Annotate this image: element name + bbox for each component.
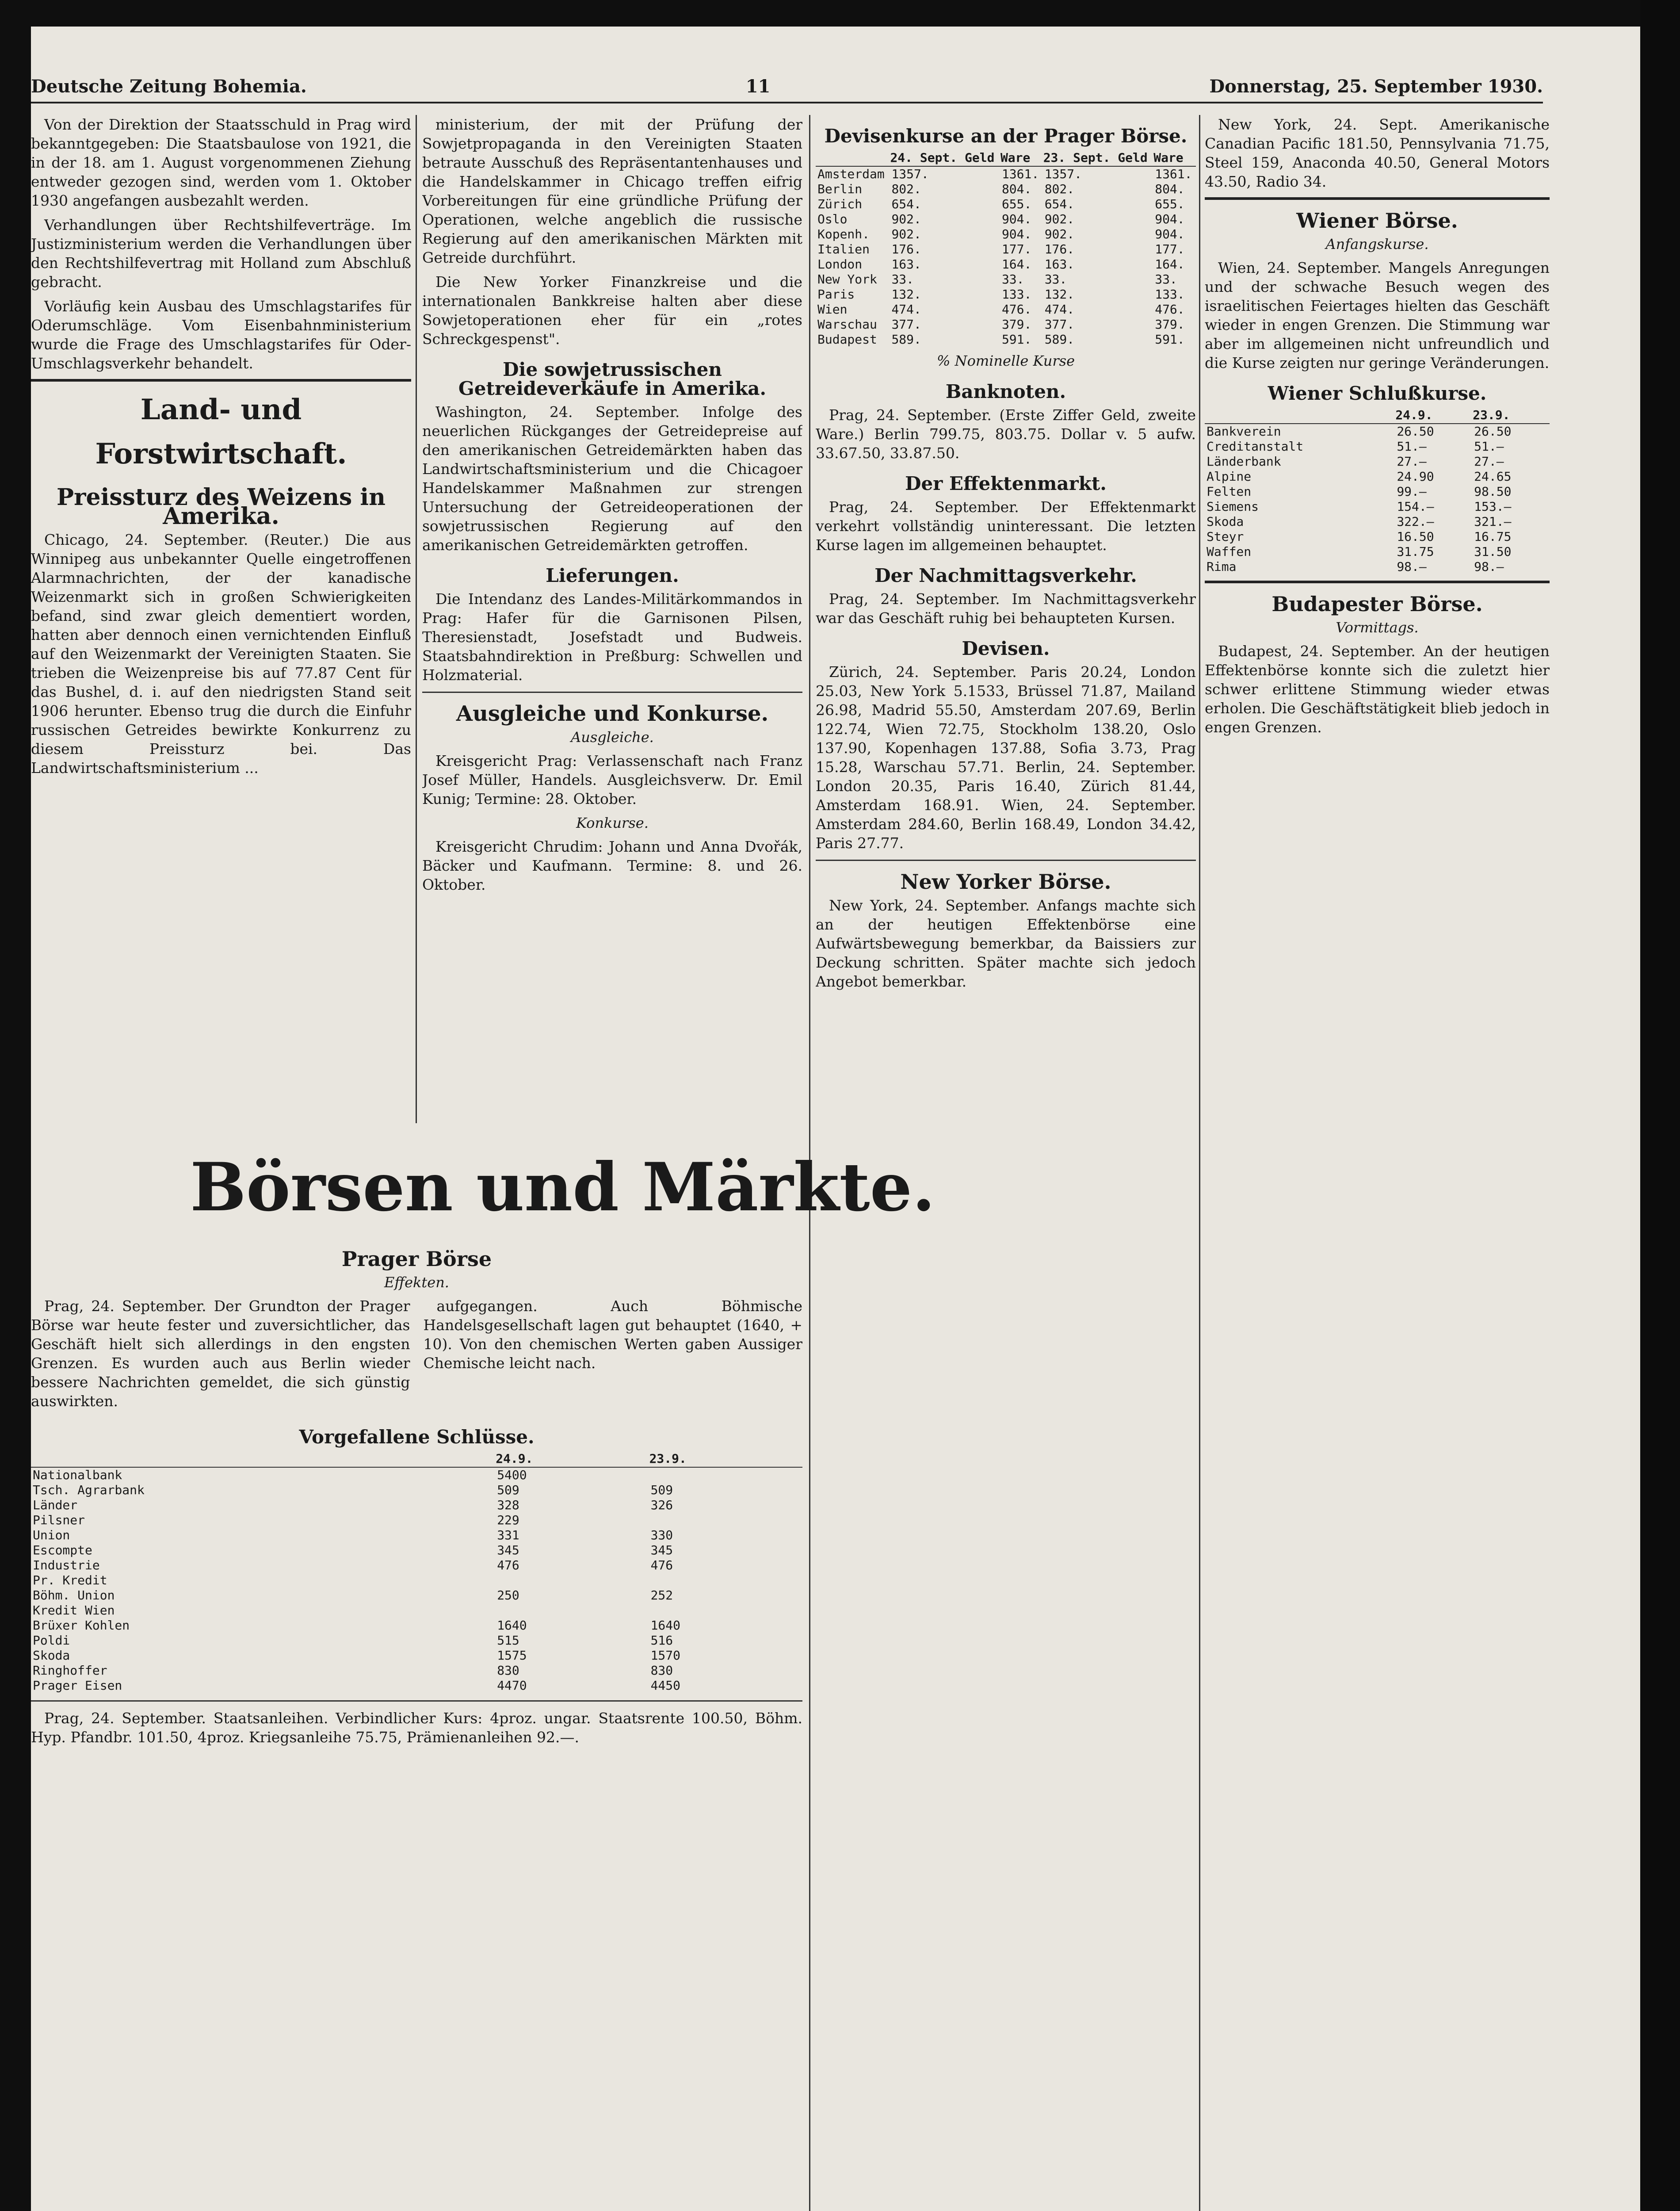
column-4 [1205, 115, 1550, 2211]
table-cell: Alpine [1207, 469, 1252, 484]
table-row [31, 1483, 802, 1498]
subheading: Vormittags. [1336, 619, 1419, 636]
table-cell: 51.— [1474, 439, 1504, 454]
table-cell: Länderbank [1207, 454, 1281, 469]
table-cell: Industrie [33, 1558, 100, 1572]
table-cell: 27.— [1397, 454, 1427, 469]
headline: Die sowjetrussischen Getreideverkäufe in Amerika. [458, 359, 767, 399]
table-cell [649, 1573, 802, 1588]
table-cell: Böhm. Union [33, 1588, 115, 1603]
table-cell: 379. [1155, 317, 1185, 332]
table-cell: 345 [650, 1543, 673, 1557]
table-cell: 164. [1155, 257, 1185, 272]
section-title: Land- und Forstwirtschaft. [95, 393, 347, 471]
table-cell: 252 [650, 1588, 673, 1603]
headline: Preissturz des Weizens in Amerika. [57, 484, 386, 530]
notice: Verhandlungen über Rechtshilfeverträge. Im Justizministerium werden die Verhandlungen über den Rechtshilfevertrag mit Holland zum Abschluß gebracht. [31, 216, 411, 291]
table-cell: 1640 [650, 1618, 681, 1633]
table-row [31, 1528, 802, 1543]
table-cell: Escompte [33, 1543, 92, 1557]
scan-border [1640, 0, 1680, 2211]
table-row [1205, 469, 1550, 484]
article-text: Kreisgericht Chrudim: Johann und Anna Dvořák, Bäcker und Kaufmann. Termine: 8. und 26. Oktober. [422, 838, 802, 893]
table-cell: 516 [650, 1633, 673, 1648]
table-cell: Kopenh. [817, 227, 870, 241]
table-cell: 802. [1044, 182, 1075, 196]
subheading: Lieferungen. [546, 565, 679, 586]
table-row [31, 1603, 802, 1618]
table-row [1205, 514, 1550, 529]
table-cell: 321.— [1474, 514, 1512, 529]
table-row [31, 1588, 802, 1603]
table-title: Vorgefallene Schlüsse. [299, 1426, 535, 1448]
article-text: Prag, 24. September. Staatsanleihen. Verbindlicher Kurs: 4proz. ungar. Staatsrente 100.50, Böhm. Hyp. Pfandbr. 101.50, 4proz. Kriegsanleihe 75.75, Prämienanleihen 92.—. [31, 1710, 802, 1746]
table-cell: Zürich [817, 197, 863, 211]
table-row [816, 272, 1196, 287]
article-text: Prag, 24. September. (Erste Ziffer Geld, zweite Ware.) Berlin 799.75, 803.75. Dollar v. 5 aufw. 33.67.50, 33.87.50. [816, 406, 1196, 462]
table-cell: 176. [891, 242, 921, 256]
table-row [31, 1618, 802, 1633]
headline: Devisenkurse an der Prager Börse. [824, 125, 1187, 147]
table-row [31, 1663, 802, 1678]
table-row [1205, 424, 1550, 439]
table-cell: Felten [1207, 484, 1252, 499]
table-cell: 476 [497, 1558, 519, 1572]
table-cell: Pilsner [33, 1513, 85, 1527]
article-text: Prag, 24. September. Der Effektenmarkt verkehrt vollständig uninteressant. Die letzten Kurse lagen im allgemeinen behauptet. [816, 498, 1196, 554]
table-row [816, 257, 1196, 272]
table-cell: 330 [650, 1528, 673, 1542]
table-cell: 902. [1044, 227, 1075, 241]
table-cell: Pr. Kredit [33, 1573, 107, 1587]
table-cell: 377. [891, 317, 921, 332]
column-3 [816, 115, 1196, 2211]
table-cell: Poldi [33, 1633, 70, 1648]
table-cell: 163. [1044, 257, 1075, 272]
column-1 [31, 115, 411, 1132]
table-cell [649, 1467, 802, 1483]
subheading: Konkurse. [576, 815, 649, 831]
table-cell: 16.50 [1397, 529, 1434, 544]
rule [816, 860, 1196, 861]
table-row [816, 212, 1196, 227]
table-cell: 654. [891, 197, 921, 211]
table-cell: 4470 [497, 1678, 527, 1693]
table-cell: Berlin [817, 182, 863, 196]
table-row [31, 1543, 802, 1558]
table-cell: Kredit Wien [33, 1603, 115, 1618]
table-cell: Warschau [817, 317, 877, 332]
article-text: Washington, 24. September. Infolge des neuerlichen Rückganges der Getreidepreise auf den amerikanischen Getreidemärkten haben das Landwirtschaftsministerium und die Chicagoer Handelskammer Maßnahmen zur strengen Untersuchung der Getreideoperationen der sowjetrussischen Regierung auf den amerikanischen Getreidemärkten getroffen. [422, 403, 802, 554]
table-cell: 1575 [497, 1648, 527, 1663]
table-cell: London [817, 257, 863, 272]
table-cell: Italien [817, 242, 870, 256]
table-cell: 474. [1044, 302, 1075, 317]
table-cell: Bankverein [1207, 424, 1281, 439]
table-row [1205, 559, 1550, 574]
table-cell: 655. [1001, 197, 1032, 211]
table-cell: Union [33, 1528, 70, 1542]
table-cell: 904. [1001, 212, 1032, 226]
table-cell [495, 1573, 649, 1588]
table-cell: 163. [891, 257, 921, 272]
table-row [1205, 544, 1550, 559]
table-row [816, 287, 1196, 302]
table-note: % Nominelle Kurse [936, 352, 1075, 369]
table-cell: 250 [497, 1588, 519, 1603]
subheading: Der Effektenmarkt. [905, 473, 1107, 494]
headline: Budapester Börse. [1271, 592, 1483, 616]
table-row [1205, 499, 1550, 514]
table-cell: 1640 [497, 1618, 527, 1633]
table-cell: 655. [1155, 197, 1185, 211]
table-cell: 31.75 [1397, 544, 1434, 559]
table-row [816, 197, 1196, 212]
article-text: ministerium, der mit der Prüfung der Sowjetpropaganda in den Vereinigten Staaten betraute Ausschuß des Repräsentantenhauses und die Handelskammer in Chicago treffen eifrig Vorbereitungen für eine gründliche Prüfung der Operationen, welche angeblich die russische Regierung auf den amerikanischen Märkten mit Getreide durchführt. [422, 116, 802, 266]
table-row [816, 317, 1196, 332]
table-cell: 99.— [1397, 484, 1427, 499]
table-cell: 474. [891, 302, 921, 317]
article-text: Prag, 24. September. Der Grundton der Prager Börse war heute fester und zuversichtlicher, das Geschäft hielt sich allerdings in den engsten Grenzen. Es wurden auch aus Berlin wieder bessere Nachrichten gemeldet, die sich günstig auswirkten. [31, 1297, 410, 1410]
table-cell: 328 [497, 1498, 519, 1512]
table-cell: Ringhoffer [33, 1663, 107, 1678]
table-cell: 476. [1155, 302, 1185, 317]
section-title-boersen: Börsen und Märkte. [190, 1148, 935, 1226]
notice: Vorläufig kein Ausbau des Umschlagstarifes für Oderumschläge. Vom Eisenbahnministerium wurde die Frage des Umschlagstarifes für Oder-Umschlagsverkehr behandelt. [31, 298, 411, 372]
subheading: Effekten. [384, 1274, 449, 1291]
table-cell: 26.50 [1397, 424, 1434, 439]
table-cell: 904. [1155, 227, 1185, 241]
table-cell [649, 1603, 802, 1618]
table-row [1205, 454, 1550, 469]
notice: Von der Direktion der Staatsschuld in Prag wird bekanntgegeben: Die Staatsbaulose von 1921, die in der 18. am 1. August vorgenommenen Ziehung entweder gezogen sind, werden vom 1. Oktober 1930 angefangen ausbezahlt werden. [31, 116, 411, 209]
headline: New Yorker Börse. [900, 870, 1111, 894]
rule [31, 1700, 802, 1702]
table-cell: 902. [1044, 212, 1075, 226]
table-cell: Budapest [817, 332, 877, 347]
table-cell: 345 [497, 1543, 519, 1557]
table-cell: 132. [1044, 287, 1075, 302]
article-text: Die Intendanz des Landes-Militärkommandos in Prag: Hafer für die Garnisonen Pilsen, Theresienstadt, Josefstadt und Budweis. Staatsbahndirektion in Preßburg: Schwellen und Holzmaterial. [422, 590, 802, 684]
table-cell: 902. [891, 212, 921, 226]
table-cell: 902. [891, 227, 921, 241]
article-text: Zürich, 24. September. Paris 20.24, London 25.03, New York 5.1533, Brüssel 71.87, Mailand 26.98, Madrid 55.50, Amsterdam 207.69, Berlin 122.74, Wien 72.75, Stockholm 138.20, Oslo 137.90, Kopenhagen 137.88, Sofia 3.73, Prag 15.28, Warschau 57.71. Berlin, 24. September. London 20.35, Paris 16.40, Zürich 81.44, Amsterdam 168.91. Wien, 24. September. Amsterdam 284.60, Berlin 168.49, London 34.42, Paris 27.77. [816, 663, 1196, 852]
table-cell: 16.75 [1474, 529, 1512, 544]
table-cell: New York [817, 272, 877, 287]
table-cell: 33. [891, 272, 914, 287]
table-cell: 24.65 [1474, 469, 1512, 484]
table-row [31, 1648, 802, 1663]
headline: Wiener Börse. [1296, 209, 1458, 233]
table-cell: 476. [1001, 302, 1032, 317]
table-cell: Siemens [1207, 499, 1259, 514]
table-cell: 98.50 [1474, 484, 1512, 499]
table-cell: 379. [1001, 317, 1032, 332]
table-cell: 377. [1044, 317, 1075, 332]
table-row [1205, 484, 1550, 499]
table-cell: 515 [497, 1633, 519, 1648]
rule [1205, 197, 1550, 200]
table-cell: 476 [650, 1558, 673, 1572]
table-row [816, 302, 1196, 317]
table-cell: 26.50 [1474, 424, 1512, 439]
table-row [31, 1498, 802, 1513]
table-cell: 1570 [650, 1648, 681, 1663]
table-cell: 654. [1044, 197, 1075, 211]
article-text: Prag, 24. September. Im Nachmittagsverkehr war das Geschäft ruhig bei behaupteten Kursen. [816, 590, 1196, 627]
table-cell: 27.— [1474, 454, 1504, 469]
masthead [31, 71, 1543, 103]
table-cell: Amsterdam [817, 167, 885, 181]
table-cell: 804. [1155, 182, 1185, 196]
table-row [816, 182, 1196, 197]
subheading: Anfangskurse. [1325, 236, 1429, 252]
table-cell: 589. [1044, 332, 1075, 347]
table-row [816, 227, 1196, 242]
table-cell: 229 [497, 1513, 519, 1527]
table-cell: 33. [1155, 272, 1177, 287]
table-cell: 98.— [1397, 559, 1427, 574]
column-2 [422, 115, 802, 1132]
table-cell: 802. [891, 182, 921, 196]
table-cell: 1361. [1155, 167, 1192, 181]
table-row [31, 1573, 802, 1588]
table-row [31, 1558, 802, 1573]
table-row [816, 166, 1196, 182]
table-cell: 331 [497, 1528, 519, 1542]
table-cell: 98.— [1474, 559, 1504, 574]
table-cell: Nationalbank [33, 1468, 122, 1482]
subheading: Ausgleiche. [571, 729, 654, 746]
table-cell: 904. [1001, 227, 1032, 241]
column-rule [1199, 115, 1200, 2211]
headline: Wiener Schlußkurse. [1268, 383, 1487, 404]
table-cell: 322.— [1397, 514, 1434, 529]
table-cell: 4450 [650, 1678, 681, 1693]
table-cell: Oslo [817, 212, 848, 226]
article-text: aufgegangen. Auch Böhmische Handelsgesellschaft lagen gut behauptet (1640, + 10). Von den chemischen Werten gaben Aussiger Chemische leicht nach. [423, 1297, 802, 1372]
devisen-table: 24. Sept. Geld Ware 23. Sept. Geld Ware Amsterdam 1357. 1361. 1357. 1361. Berlin 802. 804. 802. 804. Zürich 654. 655. 654. 655. Oslo 902. 904. 902. 904. Kopenh. 902. 904. 902. 904. Italien 176. 177. 176. 177. London 163. 164. 163. 164. New York 33. 33. 33. 33. Paris 132. 133. 132. 133. Wien 474. 476. 474. 476. Warschau 377. 379. 377. 379. Budapest 589. 591. 589. 591. [816, 150, 1196, 347]
table-cell: Brüxer Kohlen [33, 1618, 130, 1633]
table-cell: 133. [1155, 287, 1185, 302]
masthead-title: Deutsche Zeitung Bohemia. [31, 76, 307, 97]
table-cell: Prager Eisen [33, 1678, 122, 1693]
table-row [31, 1678, 802, 1693]
article-text: Kreisgericht Prag: Verlassenschaft nach Franz Josef Müller, Handels. Ausgleichsverw. Dr. Emil Kunig; Termine: 28. Oktober. [422, 752, 802, 807]
table-cell: Wien [817, 302, 848, 317]
table-cell: Rima [1207, 559, 1237, 574]
page-number: 11 [745, 76, 771, 97]
table-cell: 589. [891, 332, 921, 347]
table-cell: Paris [817, 287, 855, 302]
table-row [816, 332, 1196, 347]
table-cell: 830 [650, 1663, 673, 1678]
table-cell: Skoda [33, 1648, 70, 1663]
prager-boerse [31, 1238, 802, 2211]
table-cell: 591. [1155, 332, 1185, 347]
table-cell: 177. [1001, 242, 1032, 256]
table-row [816, 242, 1196, 257]
masthead-date: Donnerstag, 25. September 1930. [1209, 76, 1543, 97]
table-cell: 830 [497, 1663, 519, 1678]
column-rule [416, 115, 417, 1123]
wiener-table: 24.9. 23.9. Bankverein 26.50 26.50 Creditanstalt 51.— 51.— Länderbank 27.— 27.— Alpine 24.90 24.65 Felten 99.— 98.50 Siemens 154.— 153.— Skoda 322.— 321.— Steyr 16.50 16.75 Waffen 31.75 31.50 Rima 98.— 98.— [1205, 407, 1550, 574]
table-cell: 153.— [1474, 499, 1512, 514]
table-cell: 177. [1155, 242, 1185, 256]
table-cell: 509 [497, 1483, 519, 1497]
subheading: Prager Börse [341, 1247, 492, 1271]
table-cell: Creditanstalt [1207, 439, 1304, 454]
table-cell: Skoda [1207, 514, 1244, 529]
table-cell [649, 1513, 802, 1528]
table-cell: 5400 [497, 1468, 527, 1482]
headline: Ausgleiche und Konkurse. [456, 701, 769, 726]
rule [422, 692, 802, 693]
table-cell: 1357. [1044, 167, 1082, 181]
table-cell: 509 [650, 1483, 673, 1497]
table-row [31, 1467, 802, 1483]
table-row [1205, 529, 1550, 544]
subheading: Banknoten. [945, 381, 1066, 402]
table-cell: 591. [1001, 332, 1032, 347]
section-rule [31, 379, 411, 382]
table-cell: 24.90 [1397, 469, 1434, 484]
table-cell: 326 [650, 1498, 673, 1512]
table-cell: 154.— [1397, 499, 1434, 514]
article-text: Wien, 24. September. Mangels Anregungen und der schwache Besuch wegen des israelitischen Feiertages hielten das Geschäft wieder in engen Grenzen. Die Stimmung war aber im allgemeinen nicht unfreundlich und die Kurse zeigten nur geringe Veränderungen. [1205, 259, 1550, 371]
rule [1205, 581, 1550, 583]
table-cell: 31.50 [1474, 544, 1512, 559]
table-cell: 804. [1001, 182, 1032, 196]
table-cell: 176. [1044, 242, 1075, 256]
table-cell: 51.— [1397, 439, 1427, 454]
table-cell: Steyr [1207, 529, 1244, 544]
article-text: New York, 24. September. Anfangs machte sich an der heutigen Effektenbörse eine Aufwärtsbewegung bemerkbar, da Baissiers zur Deckung schritten. Später machte sich jedoch Angebot bemerkbar. [816, 897, 1196, 990]
article-text: Chicago, 24. September. (Reuter.) Die aus Winnipeg aus unbekannter Quelle eingetroffenen Alarmnachrichten, der der kanadische Weizenmarkt sich in großen Schwierigkeiten befand, sind zwar gleich dementiert worden, hatten aber dennoch einen vernichtenden Einfluß auf den Weizenmarkt der Vereinigten Staaten. Sie trieben die Weizenpreise bis auf 77.87 Cent für das Bushel, d. i. auf den niedrigsten Stand seit 1906 herunter. Ebenso trug die durch die Einfuhr russischen Getreides bewirkte Konkurrenz zu diesem Preissturz bei. Das Landwirtschaftsministerium ... [31, 531, 411, 777]
table-row [1205, 439, 1550, 454]
table-cell: 904. [1155, 212, 1185, 226]
table-cell: 133. [1001, 287, 1032, 302]
table-cell: Länder [33, 1498, 78, 1512]
table-cell: 1361. [1001, 167, 1039, 181]
subheading: Devisen. [962, 638, 1050, 659]
article-text: Die New Yorker Finanzkreise und die internationalen Bankkreise halten aber diese Sowjetoperationen eher für ein „rotes Schreckgespenst". [422, 273, 802, 348]
table-cell: 1357. [891, 167, 929, 181]
article-text: Budapest, 24. September. An der heutigen Effektenbörse konnte sich die zuletzt hier schwer erlittene Stimmung wieder etwas erholen. Die Geschäftstätigkeit blieb jedoch in engen Grenzen. [1205, 643, 1550, 736]
table-cell: 164. [1001, 257, 1032, 272]
table-cell: 132. [891, 287, 921, 302]
table-cell: 33. [1001, 272, 1024, 287]
quotes-table: 24.9. 23.9. Nationalbank 5400 Tsch. Agrarbank 509 509 Länder 328 326 Pilsner 229 Union 331 330 Escompte 345 345 Industrie 476 476 Pr. Kredit Böhm. Union 250 252 Kredit Wien Brüxer Kohlen 1640 1640 Poldi 515 516 Skoda 1575 1570 Ringhoffer 830 830 Prager Eisen 4470 4450 [31, 1451, 802, 1693]
table-cell: Tsch. Agrarbank [33, 1483, 145, 1497]
table-row [31, 1633, 802, 1648]
table-row [31, 1513, 802, 1528]
table-cell: 33. [1044, 272, 1067, 287]
table-cell [495, 1603, 649, 1618]
table-cell: Waffen [1207, 544, 1252, 559]
article-text: New York, 24. Sept. Amerikanische Canadian Pacific 181.50, Pennsylvania 71.75, Steel 159, Anaconda 40.50, General Motors 43.50, Radio 34. [1205, 116, 1550, 190]
subheading: Der Nachmittagsverkehr. [874, 565, 1137, 586]
